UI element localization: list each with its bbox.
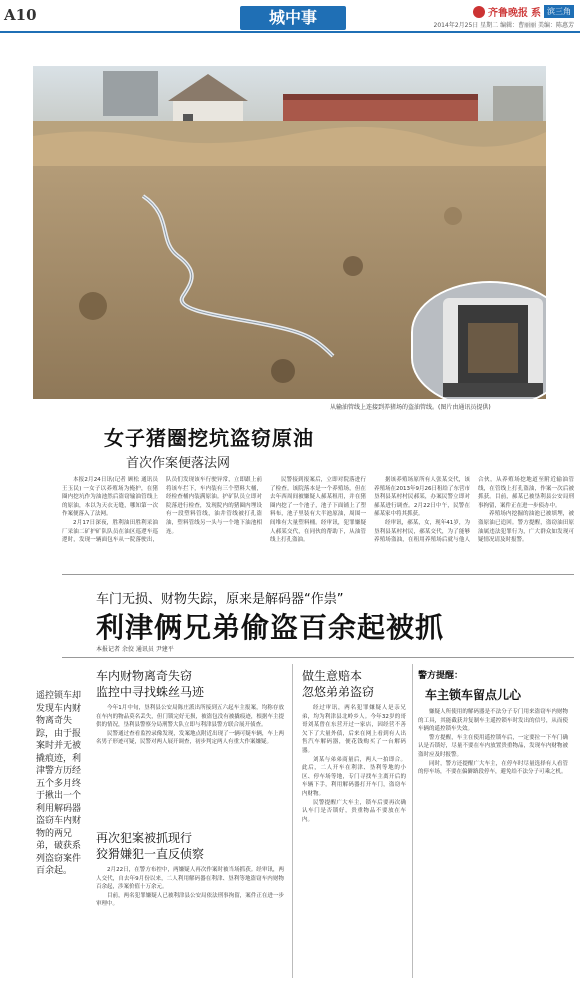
brand-name: 齐鲁晚报	[488, 8, 528, 19]
story2-byline: 本报记者 余佼 通讯员 尹建平	[96, 646, 174, 653]
col1-paragraph: 目前，两名犯罪嫌疑人已被利津县公安局依法刑事拘留，案件正在进一步审理中。	[96, 892, 284, 908]
col2-paragraph: 民警提醒广大车主，锁车后要再次确认车门是否锁好，贵重物品不要放在车内。	[302, 799, 406, 823]
col3-label: 警方提醒：	[418, 671, 464, 681]
brand-tag: 滨三角	[544, 5, 574, 18]
col3-paragraph: 同时，警方还提醒广大车主，在停车时尽量选择有人看管的停车场，不要在偏僻路段停车，避免给不法分子可乘之机。	[418, 760, 568, 776]
brand	[473, 4, 574, 19]
page-number: A10	[4, 6, 37, 24]
col1-subhead-line1: 车内财物离奇失窃	[96, 669, 193, 683]
photo-caption: 从输油管线上连接到养猪场的盗油管线。(图片由通讯员提供)	[330, 404, 491, 411]
story1-paragraph: 据该养殖场原所有人张某交代，该养殖场在2013年9月26日租给了东营市垦利县某村村民郝某，办案民警立即对郝某进行调查。2月22日中午，民警在郝某家中将其抓获。	[374, 477, 470, 518]
story2-divider	[62, 657, 574, 658]
col1-paragraph: 2月22日，在警方布控中，两嫌疑人再次作案时被当场抓获。经审讯，两人交代，自去年9月份以来，二人利用解码器在利津、垦利等地盗窃车内财物百余起，涉案价值十万余元。	[96, 867, 284, 891]
inset-photo	[411, 281, 546, 399]
col2-body	[302, 704, 406, 978]
story2-kicker: 车门无损、财物失踪，原来是解码器“作祟”	[96, 592, 344, 607]
col3-body	[418, 708, 568, 978]
story1-subheadline: 首次作案便落法网	[126, 456, 231, 471]
brand-logo-icon	[473, 6, 485, 18]
col2-subhead-line1: 做生意赔本	[302, 669, 363, 683]
section-title: 城中事	[240, 6, 346, 30]
issue-meta: 2014年2月25日 星期二 编辑：曹丽丽 美编：陈惠芳	[433, 22, 574, 29]
header-rule	[0, 31, 580, 33]
col3-paragraph: 嫌疑人所使用的解码器是不法分子专门用来盗窃车内财物的工具，其能截获并复制车主遥控锁车时发出的信号，从而使车辆的遥控锁车失效。	[418, 709, 568, 733]
story1-paragraph: 本报2月24日讯(记者 顾松 通讯员 王玉民) 一女子以养殖场为掩护，在猪圈内挖坑作为油池然后盗窃输油管线上的原油，本以为天衣无缝，哪知第一次作案便落入了法网。	[62, 477, 158, 518]
main-photo	[33, 66, 546, 399]
col1-paragraph: 民警通过查看监控录像发现，发案地点附近出现了一辆可疑车辆，车上两名男子形迹可疑，民警对两人展开调查，初步判定两人有重大作案嫌疑。	[96, 730, 284, 746]
col2-subhead-line2: 忽悠弟弟盗窃	[302, 685, 375, 699]
col1-paragraph: 今年1月中旬，垦利县公安局陈庄派出所接到五六起车主报案，均称存放在车内的物品莫名丢失，但门锁完好无损，被盗包没有被撬痕迹，根据车主提供的情况，垦利县警察分局刑警大队立即与利津县警方联合展开侦查。	[96, 705, 284, 729]
col3-paragraph: 警方提醒，车主在使用遥控锁车后，一定要拉一下车门确认是否锁好，尽量不要在车内放置贵重物品，发现车内财物被盗时应及时报警。	[418, 734, 568, 758]
col1-subhead	[96, 668, 204, 700]
story1-headline: 女子猪圈挖坑盗窃原油	[104, 426, 314, 450]
col2-paragraph: 刘某与弟弟商量后，两人一拍即合。此后，二人开车在利津、垦利等地的小区、停车场等地，专门寻找车主离开后的车辆下手，利用解码器打开车门，盗窃车内财物。	[302, 756, 406, 797]
col1-subhead2-line1: 再次犯案被抓现行	[96, 831, 193, 845]
page-header	[0, 0, 580, 34]
col1-body2	[96, 866, 284, 978]
col1-subhead-line2: 监控中寻找蛛丝马迹	[96, 685, 205, 699]
story1-body	[62, 476, 574, 571]
column-rule	[412, 664, 413, 978]
col2-subhead	[302, 668, 374, 700]
story1-paragraph: 经审讯，郝某，女，现年41岁，为垦利县某村村民，郝某交代，为了能够养殖场盗油，在租用养殖场后就与他人合伙，从养殖场挖地道至附近输油管线，在管线上打孔盗油，作案一次后被抓获。目前，郝某已被垦利县公安局刑事拘留，案件正在进一步侦办中。	[374, 477, 574, 544]
story1-paragraph: 2月17日深夜，胜利油田胜利采油厂采油二矿护矿队队员在油区巡逻车巡逻时，发现一辆面包车从一院落驶出，队员们发现该车行驶异常，立即跟上前将该车拦下，车内装有三个塑料大桶，经检查桶内装满原油。护矿队员立即对院落进行检查，发现院内的猪圈内埋设有一段塑料管线，油井管线被打孔盗油，塑料管线另一头与一个地下油池相连。	[62, 477, 262, 544]
col1-subhead2	[96, 830, 204, 862]
story1-paragraph: 养殖场内挖掘的油池已被填埋，被盗原油已追回。警方提醒，盗窃油田原油属违法犯罪行为，广大群众如发现可疑情况请及时报警。	[478, 511, 574, 544]
col1-subhead2-line2: 狡猾嫌犯一直反侦察	[96, 847, 205, 861]
column-rule	[292, 664, 293, 978]
story2-headline: 利津俩兄弟偷盗百余起被抓	[96, 611, 445, 644]
col3-title: 车主锁车留点儿心	[425, 688, 522, 702]
story1-paragraph: 民警接到报案后，立即对院落进行了检查。该院落本是一个养殖场，但在去年西周间被嫌疑人郝某租用，并在猪圈内挖了一个池子，池子下面铺上了塑料布，池子里装有大半池原油，周围一间堆有大量塑料桶。经审讯，犯罪嫌疑人郝某交代，在同伙的帮助下，从油管线上打孔盗油。	[270, 477, 366, 544]
brand-suffix: 系	[531, 8, 541, 19]
col2-paragraph: 经过审讯，两名犯罪嫌疑人是亲兄弟，均为利津县北岭乡人。今年32岁的哥哥刘某曾在东营开过一家店，因经营不善欠下了大量外债，后来在网上看到有人出售汽车解码器，便花钱购买了一台解码器。	[302, 705, 406, 754]
col1-body	[96, 704, 284, 822]
story-divider	[62, 574, 574, 575]
story2-lede: 遥控锁车却发现车内财物离奇失踪，由于报案时并无被撬痕迹，利津警方历经五个多月终于揪出一个利用解码器盗窃车内财物的两兄弟，破获系列盗窃案件百余起。	[36, 691, 82, 876]
